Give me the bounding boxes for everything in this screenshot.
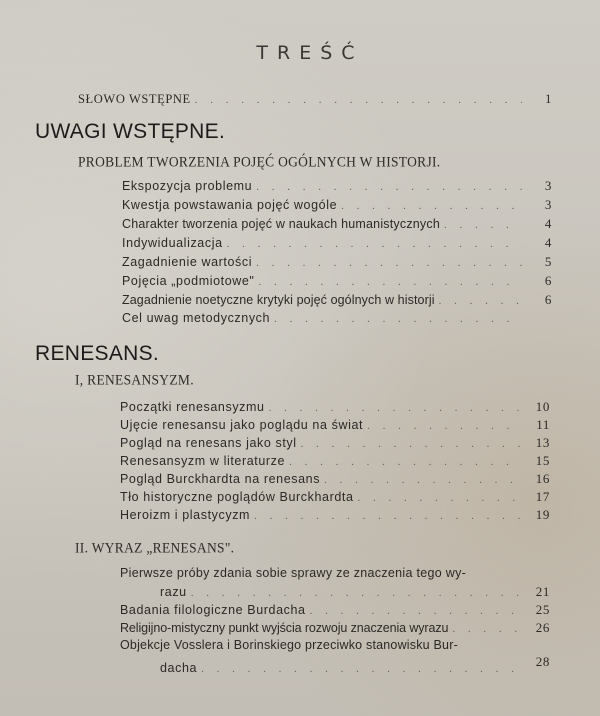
page-number: 15: [535, 453, 550, 468]
dot-leader: [354, 492, 520, 504]
entry-label: Indywidualizacja: [122, 236, 223, 250]
entry-label: Zagadnienie noetyczne krytyki pojęć ogólnych w historji: [122, 293, 435, 307]
entry-label: Ekspozycja problemu: [122, 179, 253, 193]
toc-entry[interactable]: [122, 292, 552, 308]
toc-entry[interactable]: [122, 178, 552, 194]
entry-label: Pojęcia „podmiotowe": [122, 274, 255, 288]
page-number: 1: [545, 92, 552, 106]
dot-leader: [320, 474, 520, 486]
chapter-heading: II. WYRAZ „RENESANS".: [75, 539, 235, 556]
toc-entry[interactable]: [120, 489, 550, 505]
dot-leader: [337, 200, 522, 212]
dot-leader: [197, 663, 520, 675]
entry-label: Pogląd na renesans jako styl: [120, 436, 297, 450]
toc-entry-intro[interactable]: [78, 92, 552, 107]
entry-label: Heroizm i plastycyzm: [120, 508, 251, 522]
toc-entry[interactable]: [120, 453, 550, 469]
dot-leader: [270, 313, 522, 325]
toc-entry-continuation[interactable]: [160, 654, 550, 676]
toc-entry[interactable]: [120, 399, 550, 415]
page-number: 6: [544, 273, 552, 288]
page-number: 25: [535, 602, 550, 617]
part-heading: RENESANS.: [35, 342, 160, 365]
page-number: 5: [544, 254, 552, 269]
entry-label: Cel uwag metodycznych: [122, 311, 271, 325]
toc-entry[interactable]: [122, 197, 552, 213]
entry-label: Objekcje Vosslera i Borinskiego przeciwko stanowisku Bur-: [120, 638, 458, 652]
toc-entry[interactable]: [120, 417, 550, 433]
toc-entry[interactable]: [120, 602, 550, 618]
page-number: 16: [535, 471, 550, 486]
dot-leader: [285, 456, 520, 468]
dot-leader: [254, 276, 522, 288]
page-title: TREŚĆ: [256, 42, 364, 64]
page-number: 6: [544, 292, 552, 307]
entry-label: Badania filologiczne Burdacha: [120, 603, 306, 617]
page-number: 11: [536, 417, 550, 432]
toc-entry[interactable]: [120, 435, 550, 451]
toc-entry-first-line[interactable]: [120, 566, 550, 580]
dot-leader: [191, 94, 522, 106]
dot-leader: [306, 605, 520, 617]
entry-label-continuation: dacha: [160, 661, 198, 675]
entry-label: Początki renesansyzmu: [120, 400, 265, 414]
page-number: 26: [535, 620, 550, 635]
dot-leader: [363, 420, 520, 432]
chapter-heading: PROBLEM TWORZENIA POJĘĆ OGÓLNYCH W HISTORJI.: [78, 153, 441, 170]
dot-leader: [187, 587, 520, 599]
entry-label: Religijno-mistyczny punkt wyjścia rozwoju znaczenia wyrazu: [120, 621, 449, 635]
page-number: 19: [535, 507, 550, 522]
page-number: 17: [535, 489, 550, 504]
page-number: 3: [544, 197, 552, 212]
dot-leader: [448, 623, 520, 635]
page-number: 3: [544, 178, 552, 193]
dot-leader: [250, 510, 520, 522]
toc-entry[interactable]: [122, 216, 552, 232]
page-number: 21: [535, 584, 550, 599]
toc-entry-first-line[interactable]: [120, 638, 550, 652]
toc-entry[interactable]: [120, 507, 550, 523]
entry-label: Pierwsze próby zdania sobie sprawy ze znaczenia tego wy-: [120, 566, 467, 580]
toc-entry[interactable]: [122, 254, 552, 270]
entry-label: Tło historyczne poglądów Burckhardta: [120, 490, 354, 504]
toc-entry[interactable]: [120, 471, 550, 487]
chapter-heading: I, RENESANSYZM.: [75, 371, 194, 388]
dot-leader: [440, 219, 522, 231]
toc-entry[interactable]: [122, 273, 552, 289]
dot-leader: [297, 438, 520, 450]
dot-leader: [252, 257, 522, 269]
dot-leader: [223, 238, 522, 250]
toc-entry[interactable]: [120, 620, 550, 636]
entry-label: SŁOWO WSTĘPNE: [78, 92, 191, 106]
toc-entry[interactable]: [122, 235, 552, 251]
entry-label: Ujęcie renesansu jako poglądu na świat: [120, 418, 364, 432]
entry-label: Renesansyzm w literaturze: [120, 454, 286, 468]
dot-leader: [435, 295, 522, 307]
entry-label-continuation: razu: [160, 585, 187, 599]
page-number: 4: [544, 235, 552, 250]
entry-label: Pogląd Burckhardta na renesans: [120, 472, 321, 486]
dot-leader: [265, 402, 520, 414]
page-number: 4: [544, 216, 552, 231]
dot-leader: [252, 181, 522, 193]
page-number: 28: [535, 654, 550, 669]
page-number: 10: [535, 399, 550, 414]
entry-label: Charakter tworzenia pojęć w naukach humanistycznych: [122, 217, 440, 231]
entry-label: Kwestja powstawania pojęć wogóle: [122, 198, 338, 212]
entry-label: Zagadnienie wartości: [122, 255, 253, 269]
toc-entry[interactable]: [122, 311, 552, 325]
toc-entry-continuation[interactable]: [160, 584, 550, 600]
part-heading: UWAGI WSTĘPNE.: [35, 120, 226, 143]
page-number: 13: [535, 435, 550, 450]
